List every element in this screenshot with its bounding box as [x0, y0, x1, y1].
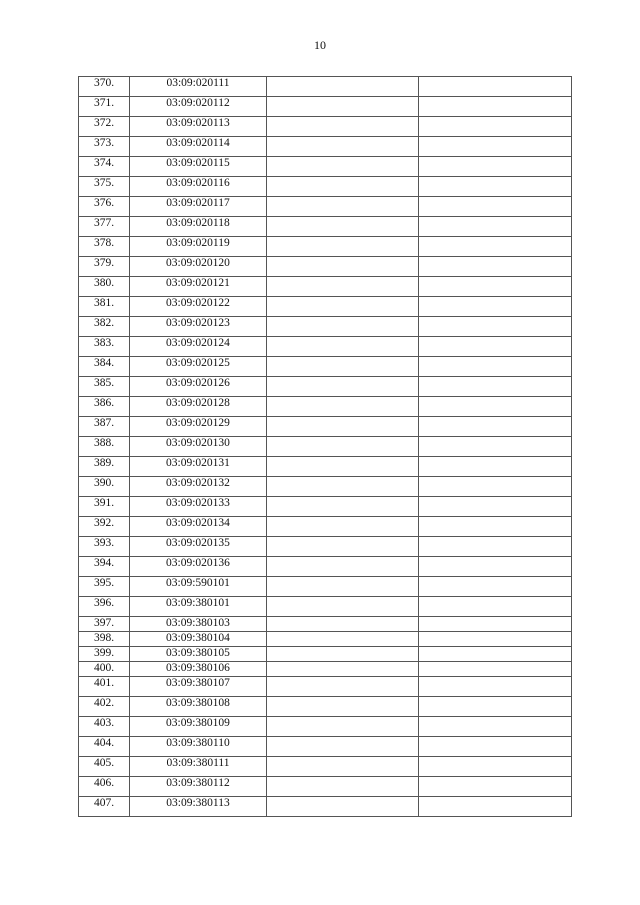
code-cell: 03:09:590101	[130, 577, 267, 597]
code-cell: 03:09:020132	[130, 477, 267, 497]
code-cell: 03:09:020118	[130, 217, 267, 237]
empty-cell	[267, 437, 419, 457]
row-number-cell: 395.	[79, 577, 130, 597]
row-number-cell: 372.	[79, 117, 130, 137]
empty-cell	[267, 577, 419, 597]
empty-cell	[267, 597, 419, 617]
empty-cell	[267, 797, 419, 817]
row-number-cell: 373.	[79, 137, 130, 157]
empty-cell	[419, 297, 572, 317]
empty-cell	[267, 257, 419, 277]
empty-cell	[267, 177, 419, 197]
table-row	[79, 357, 572, 377]
code-cell: 03:09:020111	[130, 77, 267, 97]
code-cell: 03:09:020131	[130, 457, 267, 477]
empty-cell	[419, 437, 572, 457]
code-cell: 03:09:380104	[130, 632, 267, 647]
empty-cell	[419, 157, 572, 177]
row-number-cell: 400.	[79, 662, 130, 677]
code-cell: 03:09:020113	[130, 117, 267, 137]
row-number-cell: 381.	[79, 297, 130, 317]
empty-cell	[267, 477, 419, 497]
empty-cell	[267, 297, 419, 317]
table-row	[79, 517, 572, 537]
row-number-cell: 401.	[79, 677, 130, 697]
table-row	[79, 317, 572, 337]
row-number-cell: 396.	[79, 597, 130, 617]
empty-cell	[419, 662, 572, 677]
empty-cell	[419, 257, 572, 277]
table-row	[79, 737, 572, 757]
code-cell: 03:09:020115	[130, 157, 267, 177]
table-row	[79, 537, 572, 557]
empty-cell	[419, 517, 572, 537]
code-cell: 03:09:020114	[130, 137, 267, 157]
empty-cell	[419, 697, 572, 717]
empty-cell	[267, 197, 419, 217]
code-cell: 03:09:020116	[130, 177, 267, 197]
table-row	[79, 177, 572, 197]
row-number-cell: 391.	[79, 497, 130, 517]
row-number-cell: 398.	[79, 632, 130, 647]
code-cell: 03:09:020128	[130, 397, 267, 417]
empty-cell	[419, 777, 572, 797]
empty-cell	[267, 457, 419, 477]
code-cell: 03:09:020123	[130, 317, 267, 337]
table-row	[79, 457, 572, 477]
row-number-cell: 388.	[79, 437, 130, 457]
empty-cell	[419, 577, 572, 597]
table-row	[79, 117, 572, 137]
table-row	[79, 617, 572, 632]
row-number-cell: 384.	[79, 357, 130, 377]
row-number-cell: 371.	[79, 97, 130, 117]
empty-cell	[267, 397, 419, 417]
empty-cell	[419, 237, 572, 257]
empty-cell	[267, 277, 419, 297]
empty-cell	[267, 717, 419, 737]
code-cell: 03:09:380107	[130, 677, 267, 697]
row-number-cell: 374.	[79, 157, 130, 177]
code-cell: 03:09:380109	[130, 717, 267, 737]
empty-cell	[419, 617, 572, 632]
row-number-cell: 377.	[79, 217, 130, 237]
row-number-cell: 385.	[79, 377, 130, 397]
empty-cell	[267, 697, 419, 717]
empty-cell	[419, 497, 572, 517]
row-number-cell: 407.	[79, 797, 130, 817]
empty-cell	[419, 277, 572, 297]
empty-cell	[267, 117, 419, 137]
empty-cell	[419, 97, 572, 117]
empty-cell	[267, 647, 419, 662]
code-cell: 03:09:020135	[130, 537, 267, 557]
empty-cell	[419, 797, 572, 817]
code-cell: 03:09:020117	[130, 197, 267, 217]
table-row	[79, 497, 572, 517]
row-number-cell: 382.	[79, 317, 130, 337]
row-number-cell: 375.	[79, 177, 130, 197]
empty-cell	[419, 117, 572, 137]
row-number-cell: 403.	[79, 717, 130, 737]
empty-cell	[419, 357, 572, 377]
row-number-cell: 378.	[79, 237, 130, 257]
code-cell: 03:09:380108	[130, 697, 267, 717]
table-row	[79, 237, 572, 257]
empty-cell	[419, 397, 572, 417]
empty-cell	[267, 97, 419, 117]
table-row	[79, 677, 572, 697]
empty-cell	[419, 337, 572, 357]
empty-cell	[267, 757, 419, 777]
row-number-cell: 406.	[79, 777, 130, 797]
row-number-cell: 393.	[79, 537, 130, 557]
row-number-cell: 392.	[79, 517, 130, 537]
empty-cell	[419, 647, 572, 662]
table-row	[79, 777, 572, 797]
code-cell: 03:09:380101	[130, 597, 267, 617]
empty-cell	[419, 457, 572, 477]
empty-cell	[267, 737, 419, 757]
table-row	[79, 647, 572, 662]
code-cell: 03:09:020134	[130, 517, 267, 537]
empty-cell	[267, 157, 419, 177]
empty-cell	[419, 317, 572, 337]
code-cell: 03:09:020121	[130, 277, 267, 297]
empty-cell	[419, 632, 572, 647]
code-cell: 03:09:380103	[130, 617, 267, 632]
code-cell: 03:09:020130	[130, 437, 267, 457]
empty-cell	[267, 417, 419, 437]
code-cell: 03:09:020129	[130, 417, 267, 437]
registry-table-body	[79, 77, 572, 817]
table-row	[79, 662, 572, 677]
table-row	[79, 157, 572, 177]
empty-cell	[419, 217, 572, 237]
row-number-cell: 386.	[79, 397, 130, 417]
table-row	[79, 337, 572, 357]
empty-cell	[419, 77, 572, 97]
table-row	[79, 397, 572, 417]
empty-cell	[419, 177, 572, 197]
code-cell: 03:09:380111	[130, 757, 267, 777]
code-cell: 03:09:380106	[130, 662, 267, 677]
empty-cell	[267, 537, 419, 557]
row-number-cell: 389.	[79, 457, 130, 477]
registry-table	[78, 76, 572, 817]
code-cell: 03:09:380105	[130, 647, 267, 662]
table-row	[79, 97, 572, 117]
empty-cell	[267, 357, 419, 377]
empty-cell	[267, 662, 419, 677]
row-number-cell: 376.	[79, 197, 130, 217]
table-row	[79, 797, 572, 817]
table-row	[79, 277, 572, 297]
table-row	[79, 597, 572, 617]
row-number-cell: 370.	[79, 77, 130, 97]
empty-cell	[419, 537, 572, 557]
empty-cell	[419, 757, 572, 777]
empty-cell	[267, 137, 419, 157]
code-cell: 03:09:020112	[130, 97, 267, 117]
row-number-cell: 404.	[79, 737, 130, 757]
empty-cell	[419, 137, 572, 157]
empty-cell	[267, 337, 419, 357]
table-row	[79, 377, 572, 397]
code-cell: 03:09:380112	[130, 777, 267, 797]
empty-cell	[267, 77, 419, 97]
row-number-cell: 399.	[79, 647, 130, 662]
empty-cell	[419, 677, 572, 697]
table-row	[79, 717, 572, 737]
empty-cell	[267, 677, 419, 697]
code-cell: 03:09:020124	[130, 337, 267, 357]
table-row	[79, 297, 572, 317]
empty-cell	[267, 377, 419, 397]
code-cell: 03:09:380113	[130, 797, 267, 817]
row-number-cell: 379.	[79, 257, 130, 277]
row-number-cell: 402.	[79, 697, 130, 717]
empty-cell	[419, 417, 572, 437]
code-cell: 03:09:020122	[130, 297, 267, 317]
row-number-cell: 390.	[79, 477, 130, 497]
empty-cell	[419, 717, 572, 737]
table-row	[79, 437, 572, 457]
table-row	[79, 77, 572, 97]
empty-cell	[419, 197, 572, 217]
code-cell: 03:09:020120	[130, 257, 267, 277]
table-row	[79, 417, 572, 437]
empty-cell	[267, 777, 419, 797]
page-number: 10	[314, 38, 326, 52]
empty-cell	[267, 617, 419, 632]
table-row	[79, 197, 572, 217]
code-cell: 03:09:020119	[130, 237, 267, 257]
empty-cell	[267, 217, 419, 237]
code-cell: 03:09:020126	[130, 377, 267, 397]
row-number-cell: 380.	[79, 277, 130, 297]
table-row	[79, 632, 572, 647]
empty-cell	[267, 557, 419, 577]
empty-cell	[267, 497, 419, 517]
empty-cell	[419, 597, 572, 617]
empty-cell	[419, 737, 572, 757]
row-number-cell: 397.	[79, 617, 130, 632]
table-row	[79, 557, 572, 577]
empty-cell	[419, 377, 572, 397]
table-row	[79, 697, 572, 717]
row-number-cell: 387.	[79, 417, 130, 437]
table-row	[79, 757, 572, 777]
empty-cell	[267, 317, 419, 337]
table-row	[79, 217, 572, 237]
table-row	[79, 577, 572, 597]
table-row	[79, 477, 572, 497]
empty-cell	[267, 632, 419, 647]
table-row	[79, 257, 572, 277]
code-cell: 03:09:380110	[130, 737, 267, 757]
row-number-cell: 394.	[79, 557, 130, 577]
row-number-cell: 383.	[79, 337, 130, 357]
empty-cell	[419, 477, 572, 497]
code-cell: 03:09:020133	[130, 497, 267, 517]
code-cell: 03:09:020136	[130, 557, 267, 577]
code-cell: 03:09:020125	[130, 357, 267, 377]
empty-cell	[267, 237, 419, 257]
table-row	[79, 137, 572, 157]
empty-cell	[267, 517, 419, 537]
empty-cell	[419, 557, 572, 577]
row-number-cell: 405.	[79, 757, 130, 777]
